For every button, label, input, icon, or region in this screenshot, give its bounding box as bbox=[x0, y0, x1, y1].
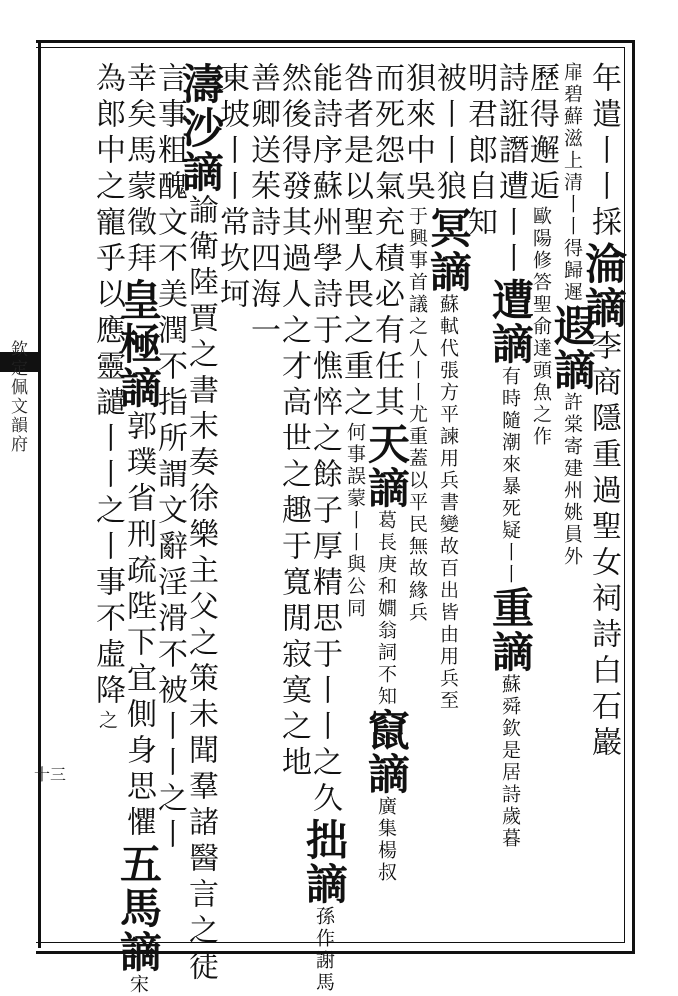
body-text: 為郎中之寵乎 bbox=[90, 62, 125, 278]
entry-heading: 重謫 bbox=[486, 586, 535, 674]
body-text: 狽來中吳 bbox=[400, 62, 435, 206]
entry-heading: 遭謫 bbox=[486, 278, 535, 366]
annotation-text: 孫作謝馬 bbox=[313, 906, 335, 994]
entry-heading: 皇極謫 bbox=[114, 278, 163, 410]
entry-heading: 拙謫 bbox=[300, 818, 349, 906]
entry-heading: 五馬謫 bbox=[114, 842, 163, 974]
entry-heading: 遐謫 bbox=[548, 304, 597, 392]
annotation-text: 廣集楊叔 bbox=[375, 796, 397, 884]
body-text: 歷得邂逅 bbox=[524, 62, 559, 206]
entry-heading: 淪謫 bbox=[579, 242, 628, 330]
body-text: 能詩序蘇州學詩于憔悴之餘子厚精思于丨丨之久 bbox=[307, 62, 342, 818]
body-text: 咎者是以聖人畏之重之 bbox=[338, 62, 373, 422]
annotation-text: 歐陽修答聖俞達頭魚之作 bbox=[530, 206, 552, 448]
annotation-text: 之 bbox=[96, 710, 118, 732]
body-text: 被丨丨狼 bbox=[431, 62, 466, 206]
body-text: 年遣丨丨採 bbox=[586, 62, 621, 242]
body-text: 而死怨氣充積必有任其 bbox=[369, 62, 404, 422]
body-text: 李商隱重過聖女祠詩白石巖 bbox=[586, 330, 621, 762]
body-text: 東坡丨丨常坎坷 bbox=[214, 62, 249, 314]
body-text: 詩誑譖遭丨丨 bbox=[493, 62, 528, 278]
body-text: 言事粗醜文不美潤不指所謂文辭淫滑不被丨丨之丨 bbox=[152, 62, 187, 854]
annotation-text: 蘇舜欽是居詩歲暮 bbox=[499, 674, 521, 850]
body-text: 善卿送茱詩四海一 bbox=[245, 62, 280, 350]
body-text: 諭衛陸賈之書末奏徐樂主父之策未聞羣諸醫言之徒 bbox=[183, 194, 218, 986]
entry-heading: 冥謫 bbox=[424, 206, 473, 294]
text-column bbox=[80, 62, 134, 934]
annotation-text: 何事誤蒙丨丨與公同 bbox=[344, 422, 366, 620]
entry-heading: 濤沙謫 bbox=[176, 62, 225, 194]
annotation-text: 蘇軾代張方平諫用兵書變故百出皆由用兵至 bbox=[437, 294, 459, 712]
body-text: 以應靈譴丨丨之丨事不虛降 bbox=[90, 278, 125, 710]
book-title-margin: 欽定佩文韻府 bbox=[7, 340, 27, 454]
annotation-text: 許棠寄建州姚員外 bbox=[561, 392, 583, 568]
body-text: 然後得發其過人之才高世之趣于寬閒寂寞之地 bbox=[276, 62, 311, 782]
entry-heading: 竄謫 bbox=[362, 708, 411, 796]
entry-heading: 天謫 bbox=[362, 422, 411, 510]
page-number: 十三 bbox=[34, 765, 67, 784]
annotation-text: 葛長庚和嫺翁詞不知 bbox=[375, 510, 397, 708]
annotation-text: 扉碧蘚滋上清丨丨得歸遲 bbox=[561, 62, 583, 304]
body-text: 幸矣馬蒙徵拜 bbox=[121, 62, 156, 278]
annotation-text: 宋 bbox=[127, 974, 149, 996]
annotation-text: 于興事首議之人丨丨尤重蓋以平民無故緣兵 bbox=[406, 206, 428, 624]
annotation-text: 有時隨潮來暴死疑丨丨 bbox=[499, 366, 521, 586]
body-text: 郭璞省刑疏陛下宜側身思懼 bbox=[121, 410, 156, 842]
body-text: 明君郎自知 bbox=[462, 62, 497, 242]
